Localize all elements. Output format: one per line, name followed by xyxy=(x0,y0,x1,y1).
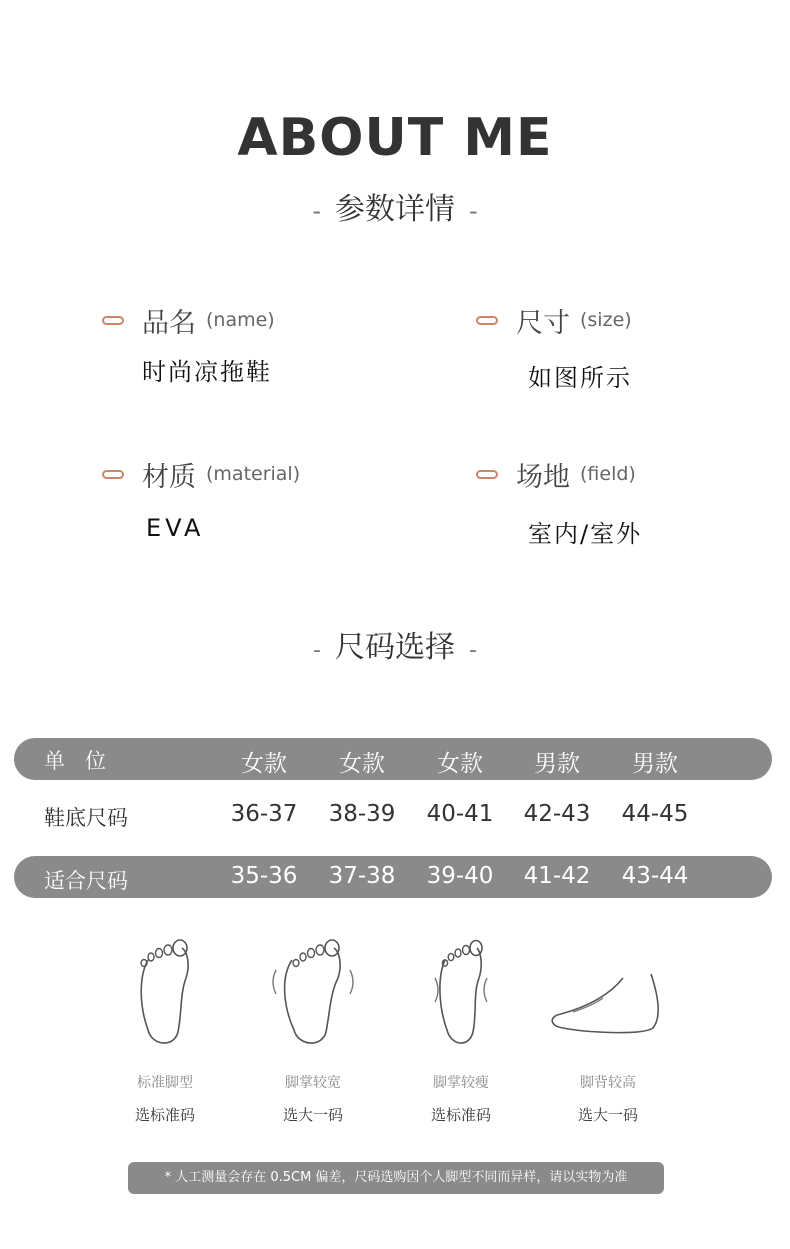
unit-label: 单 位 xyxy=(44,749,107,773)
fit-size-cell: 35-36 xyxy=(230,863,298,889)
subtitle-text: 参数详情 xyxy=(335,192,455,227)
param-label: 尺寸 xyxy=(516,307,570,339)
standard-foot-icon xyxy=(130,938,200,1054)
fit-size-cell: 37-38 xyxy=(328,863,396,889)
size-section-text: 尺码选择 xyxy=(335,630,455,665)
dash-right: - xyxy=(469,197,478,225)
foot-advice: 选大一码 xyxy=(282,1106,343,1124)
size-header-row xyxy=(14,738,772,780)
foot-type-wide xyxy=(248,938,378,1125)
param-value: EVA xyxy=(146,514,205,542)
foot-type-label: 脚掌较瘦 xyxy=(433,1075,489,1091)
param-field xyxy=(476,456,776,549)
foot-type-standard xyxy=(100,938,230,1125)
param-value: 如图所示 xyxy=(528,364,632,392)
param-name xyxy=(102,302,402,387)
measurement-note: * 人工测量会存在 0.5CM 偏差，尺码选购因个人脚型不同而异样，请以实物为准 xyxy=(128,1162,664,1194)
high-instep-foot-icon xyxy=(543,938,673,1054)
page-title: ABOUT ME xyxy=(237,108,553,168)
param-label: 材质 xyxy=(142,461,196,493)
param-en: (name) xyxy=(206,309,275,331)
pill-icon xyxy=(102,470,124,479)
column-header: 女款 xyxy=(339,751,385,777)
param-size xyxy=(476,302,776,393)
foot-advice: 选标准码 xyxy=(134,1106,195,1124)
param-label: 场地 xyxy=(516,461,570,493)
param-en: (material) xyxy=(206,463,301,485)
foot-type-high-instep xyxy=(538,938,678,1125)
param-en: (field) xyxy=(580,463,636,485)
param-label: 品名 xyxy=(142,307,196,339)
param-material xyxy=(102,456,402,542)
dash-left: - xyxy=(312,197,321,225)
wide-foot-icon xyxy=(268,938,358,1054)
param-en: (size) xyxy=(580,309,632,331)
fit-size-cell: 39-40 xyxy=(426,863,494,889)
column-header: 女款 xyxy=(241,751,287,777)
sole-size-cell: 38-39 xyxy=(328,801,396,827)
narrow-foot-icon xyxy=(421,938,501,1054)
column-header: 女款 xyxy=(437,751,483,777)
foot-type-label: 脚掌较宽 xyxy=(285,1075,341,1091)
fit-size-row xyxy=(14,856,772,898)
sole-size-cell: 44-45 xyxy=(621,801,689,827)
fit-size-label: 适合尺码 xyxy=(44,869,128,893)
sole-size-cell: 42-43 xyxy=(523,801,591,827)
dash-left: - xyxy=(313,638,321,663)
sole-size-cell: 36-37 xyxy=(230,801,298,827)
dash-right: - xyxy=(469,638,477,663)
foot-type-label: 脚背较高 xyxy=(580,1075,636,1091)
sole-size-cell: 40-41 xyxy=(426,801,494,827)
foot-advice: 选大一码 xyxy=(577,1106,638,1124)
pill-icon xyxy=(476,470,498,479)
sole-size-label: 鞋底尺码 xyxy=(44,806,128,830)
fit-size-cell: 43-44 xyxy=(621,863,689,889)
fit-size-cell: 41-42 xyxy=(523,863,591,889)
column-header: 男款 xyxy=(632,751,678,777)
param-value: 室内/室外 xyxy=(528,520,643,548)
foot-type-narrow xyxy=(396,938,526,1125)
pill-icon xyxy=(102,316,124,325)
size-section-title xyxy=(0,622,790,666)
pill-icon xyxy=(476,316,498,325)
foot-type-label: 标准脚型 xyxy=(137,1075,193,1091)
foot-advice: 选标准码 xyxy=(430,1106,491,1124)
params-subtitle xyxy=(0,184,790,228)
param-value: 时尚凉拖鞋 xyxy=(142,358,272,386)
column-header: 男款 xyxy=(534,751,580,777)
sole-size-row xyxy=(14,798,772,834)
